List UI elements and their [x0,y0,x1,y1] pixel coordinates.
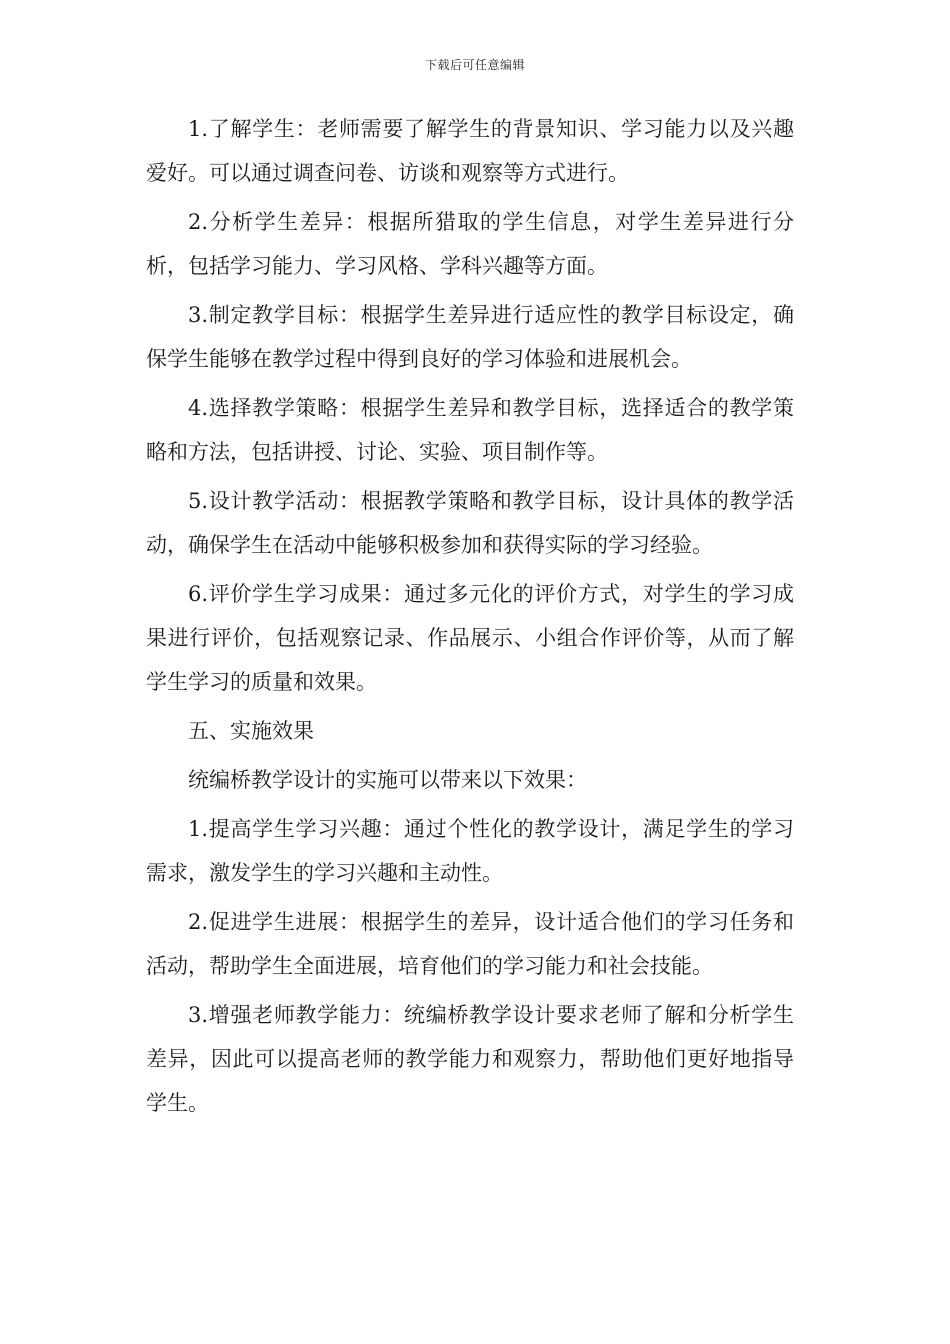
paragraph-analyze-differences: 2.分析学生差异：根据所猎取的学生信息，对学生差异进行分析，包括学习能力、学习风格、学科兴趣等方面。 [146,210,794,278]
paragraph-effect-development: 2.促进学生进展：根据学生的差异，设计适合他们的学习任务和活动，帮助学生全面进展，培育他们的学习能力和社会技能。 [146,910,794,978]
paragraph-effects-intro: 统编桥教学设计的实施可以带来以下效果： [188,768,587,792]
paragraph-effect-interest: 1.提高学生学习兴趣：通过个性化的教学设计，满足学生的学习需求，激发学生的学习兴趣和主动性。 [146,817,794,885]
section-heading-effects: 五、实施效果 [188,719,314,743]
paragraph-choose-strategy: 4.选择教学策略：根据学生差异和教学目标，选择适合的教学策略和方法，包括讲授、讨论、实验、项目制作等。 [146,396,794,464]
header-note: 下载后可任意编辑 [424,58,525,72]
paragraph-set-goals: 3.制定教学目标：根据学生差异进行适应性的教学目标设定，确保学生能够在教学过程中得到良好的学习体验和进展机会。 [146,303,794,371]
paragraph-understand-students: 1.了解学生：老师需要了解学生的背景知识、学习能力以及兴趣爱好。可以通过调查问卷、访谈和观察等方式进行。 [146,117,794,185]
document-body [146,107,794,1130]
paragraph-design-activities: 5.设计教学活动：根据教学策略和教学目标，设计具体的教学活动，确保学生在活动中能够积极参加和获得实际的学习经验。 [146,489,794,557]
paragraph-effect-teacher-ability: 3.增强老师教学能力：统编桥教学设计要求老师了解和分析学生差异，因此可以提高老师的教学能力和观察力，帮助他们更好地指导学生。 [146,1003,794,1115]
paragraph-evaluate-results: 6.评价学生学习成果：通过多元化的评价方式，对学生的学习成果进行评价，包括观察记录、作品展示、小组合作评价等，从而了解学生学习的质量和效果。 [146,582,794,694]
